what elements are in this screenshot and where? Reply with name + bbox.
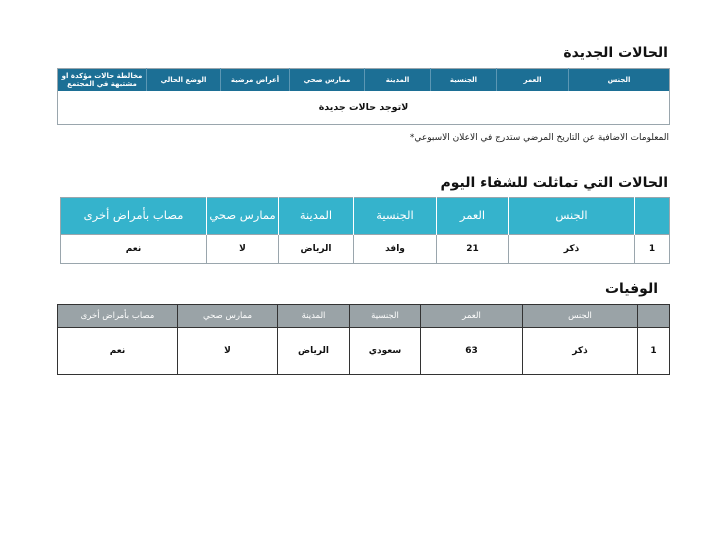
col-gender: الجنس — [509, 198, 635, 235]
col-health-practitioner: ممارس صحي — [207, 198, 279, 235]
table-row — [61, 235, 670, 264]
col-gender: الجنس — [523, 305, 638, 328]
deaths-title: الوفيات — [604, 281, 658, 297]
cell-index: 1 — [638, 328, 670, 375]
cell-nationality: سعودي — [350, 328, 421, 375]
recovered-header-row — [61, 198, 670, 235]
new-cases-title: الحالات الجديدة — [563, 45, 668, 61]
deaths-table — [57, 304, 670, 375]
cell-city: الرياض — [278, 328, 350, 375]
table-row — [58, 328, 670, 375]
col-other-diseases: مصاب بأمراض أخرى — [61, 198, 207, 235]
cell-age: 63 — [421, 328, 523, 375]
table-row — [58, 91, 670, 125]
deaths-header-row — [58, 305, 670, 328]
cell-gender: ذكر — [523, 328, 638, 375]
col-index — [635, 198, 670, 235]
col-city: المدينة — [279, 198, 354, 235]
col-current-status: الوضع الحالي — [147, 69, 221, 92]
col-age: العمر — [421, 305, 523, 328]
new-cases-table — [57, 68, 670, 125]
col-age: العمر — [437, 198, 509, 235]
cell-age: 21 — [437, 235, 509, 264]
additional-info-note: المعلومات الاضافية عن التاريخ المرضي ستدرج في الاعلان الاسبوعي* — [409, 133, 669, 143]
col-contact: مخالطة حالات مؤكدة او مشتبهة في المجتمع — [58, 69, 147, 92]
cell-gender: ذكر — [509, 235, 635, 264]
col-nationality: الجنسية — [431, 69, 497, 92]
cell-index: 1 — [635, 235, 670, 264]
col-health-practitioner: ممارس صحي — [290, 69, 365, 92]
col-index — [638, 305, 670, 328]
col-other-diseases: مصاب بأمراض أخرى — [58, 305, 178, 328]
col-nationality: الجنسية — [354, 198, 437, 235]
cell-health-practitioner: لا — [207, 235, 279, 264]
cell-city: الرياض — [279, 235, 354, 264]
recovered-title: الحالات التي تماثلت للشفاء اليوم — [440, 175, 668, 191]
col-symptoms: أعراض مرضية — [221, 69, 290, 92]
col-age: العمر — [497, 69, 569, 92]
new-cases-header-row — [58, 69, 670, 92]
cell-nationality: وافد — [354, 235, 437, 264]
col-city: المدينة — [365, 69, 431, 92]
col-gender: الجنس — [569, 69, 670, 92]
cell-other-diseases: نعم — [61, 235, 207, 264]
col-health-practitioner: ممارس صحي — [178, 305, 278, 328]
cell-other-diseases: نعم — [58, 328, 178, 375]
col-city: المدينة — [278, 305, 350, 328]
col-nationality: الجنسية — [350, 305, 421, 328]
recovered-table — [60, 197, 670, 264]
empty-message: لاتوجد حالات جديدة — [318, 102, 409, 113]
cell-health-practitioner: لا — [178, 328, 278, 375]
